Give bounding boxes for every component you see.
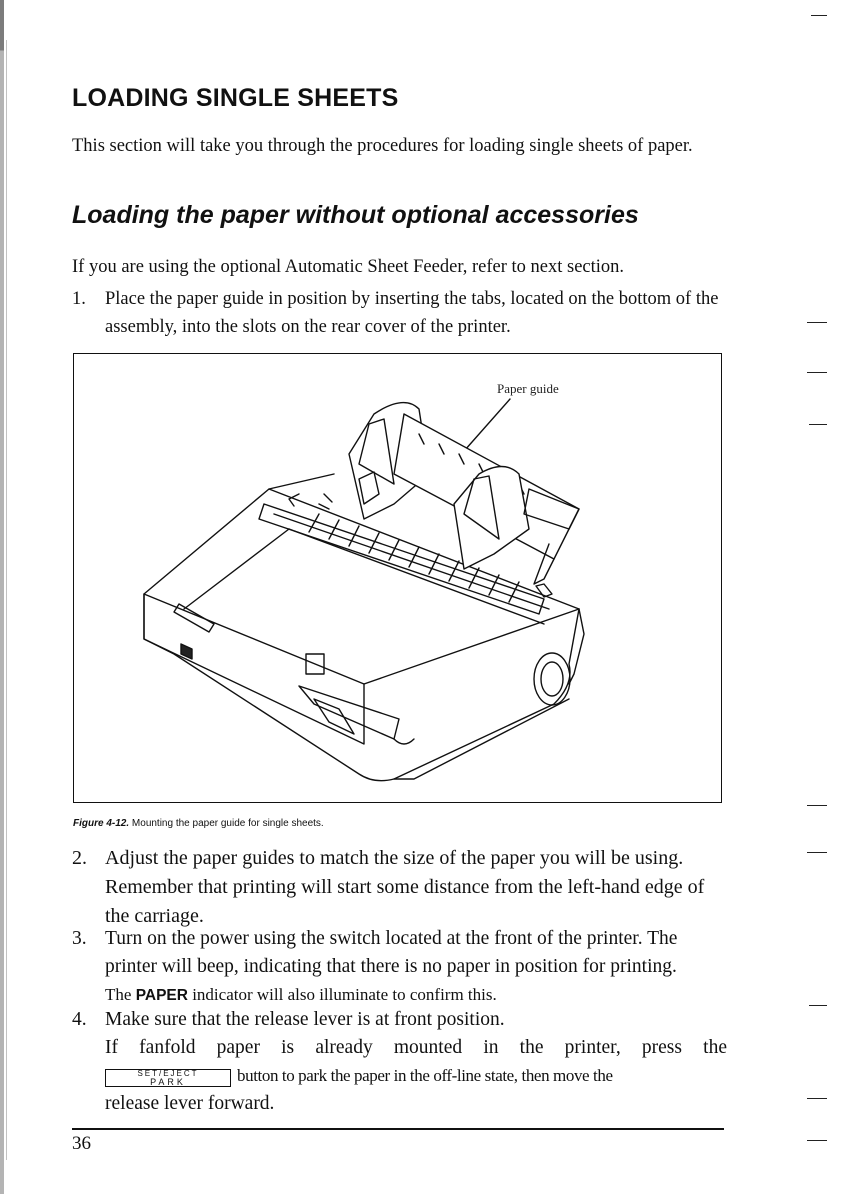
- scan-edge: [0, 0, 4, 1194]
- scan-mark: [807, 852, 827, 853]
- step-number: 2.: [72, 847, 87, 869]
- line-text: release lever forward.: [105, 1093, 275, 1114]
- line-start: The: [105, 985, 136, 1004]
- step-body: [105, 1006, 727, 1118]
- justified-line: [105, 1034, 727, 1062]
- step-text: Turn on the power using the switch located at the front of the printer. The printer will beep, indicating that there is no paper in position for printing.: [105, 928, 678, 977]
- set-eject-park-button-glyph: [105, 1069, 231, 1087]
- line-end: indicator will also illuminate to confirm this.: [187, 985, 497, 1004]
- printer-illustration: [74, 354, 723, 804]
- figure-number: Figure 4-12.: [73, 818, 130, 829]
- step-body: [105, 925, 727, 1010]
- word: mounted: [393, 1037, 463, 1058]
- scan-edge-line: [6, 40, 7, 1160]
- section-subheading: Loading the paper without optional accessories: [72, 201, 639, 229]
- word: printer,: [564, 1037, 621, 1058]
- paper-indicator-key: PAPER: [135, 987, 188, 1004]
- word: in: [483, 1037, 499, 1058]
- step-1: [72, 285, 727, 341]
- intro-paragraph: This section will take you through the procedures for loading single sheets of paper.: [72, 136, 693, 156]
- scan-mark: [807, 372, 827, 373]
- footer-rule: [72, 1128, 724, 1130]
- step-text: Adjust the paper guides to match the size of the paper you will be using. Remember that printing will start some distance from the left-hand edge of the carriage.: [105, 847, 705, 927]
- step-4: [72, 1006, 727, 1118]
- word: fanfold: [139, 1037, 196, 1058]
- scan-mark: [807, 322, 827, 323]
- step-text: Make sure that the release lever is at front position.: [105, 1009, 505, 1030]
- word: paper: [216, 1037, 260, 1058]
- figure-caption: [73, 818, 324, 829]
- button-top-label: SET/EJECT: [137, 1069, 199, 1078]
- scan-mark: [811, 15, 827, 16]
- scan-mark: [809, 424, 827, 425]
- button-bottom-label: PARK: [150, 1077, 186, 1087]
- page-heading: LOADING SINGLE SHEETS: [72, 84, 399, 112]
- word: If: [105, 1037, 118, 1058]
- figure-label: Paper guide: [497, 381, 559, 396]
- optional-note: If you are using the optional Automatic Sheet Feeder, refer to next section.: [72, 257, 625, 277]
- step-number: 4.: [72, 1009, 87, 1030]
- step-number: 1.: [72, 289, 86, 309]
- word: press: [641, 1037, 682, 1058]
- page-number: 36: [72, 1133, 91, 1154]
- button-line: [105, 1062, 727, 1090]
- step-text: Place the paper guide in position by inserting the tabs, located on the bottom of the assembly, into the slots on the rear cover of the printer.: [105, 289, 719, 337]
- scan-mark: [807, 805, 827, 806]
- step-number: 3.: [72, 928, 87, 949]
- step-3: [72, 925, 727, 1010]
- step-2: [72, 844, 727, 931]
- figure-printer: [73, 353, 722, 803]
- figure-caption-text: Mounting the paper guide for single sheets.: [131, 818, 324, 829]
- scan-mark: [809, 1005, 827, 1006]
- scan-mark: [807, 1098, 827, 1099]
- scan-mark: [807, 1140, 827, 1141]
- word: the: [519, 1037, 544, 1058]
- word: already: [315, 1037, 373, 1058]
- line-text: button to park the paper in the off-line state, then move the: [237, 1066, 613, 1085]
- word: is: [281, 1037, 295, 1058]
- word: the: [703, 1037, 727, 1058]
